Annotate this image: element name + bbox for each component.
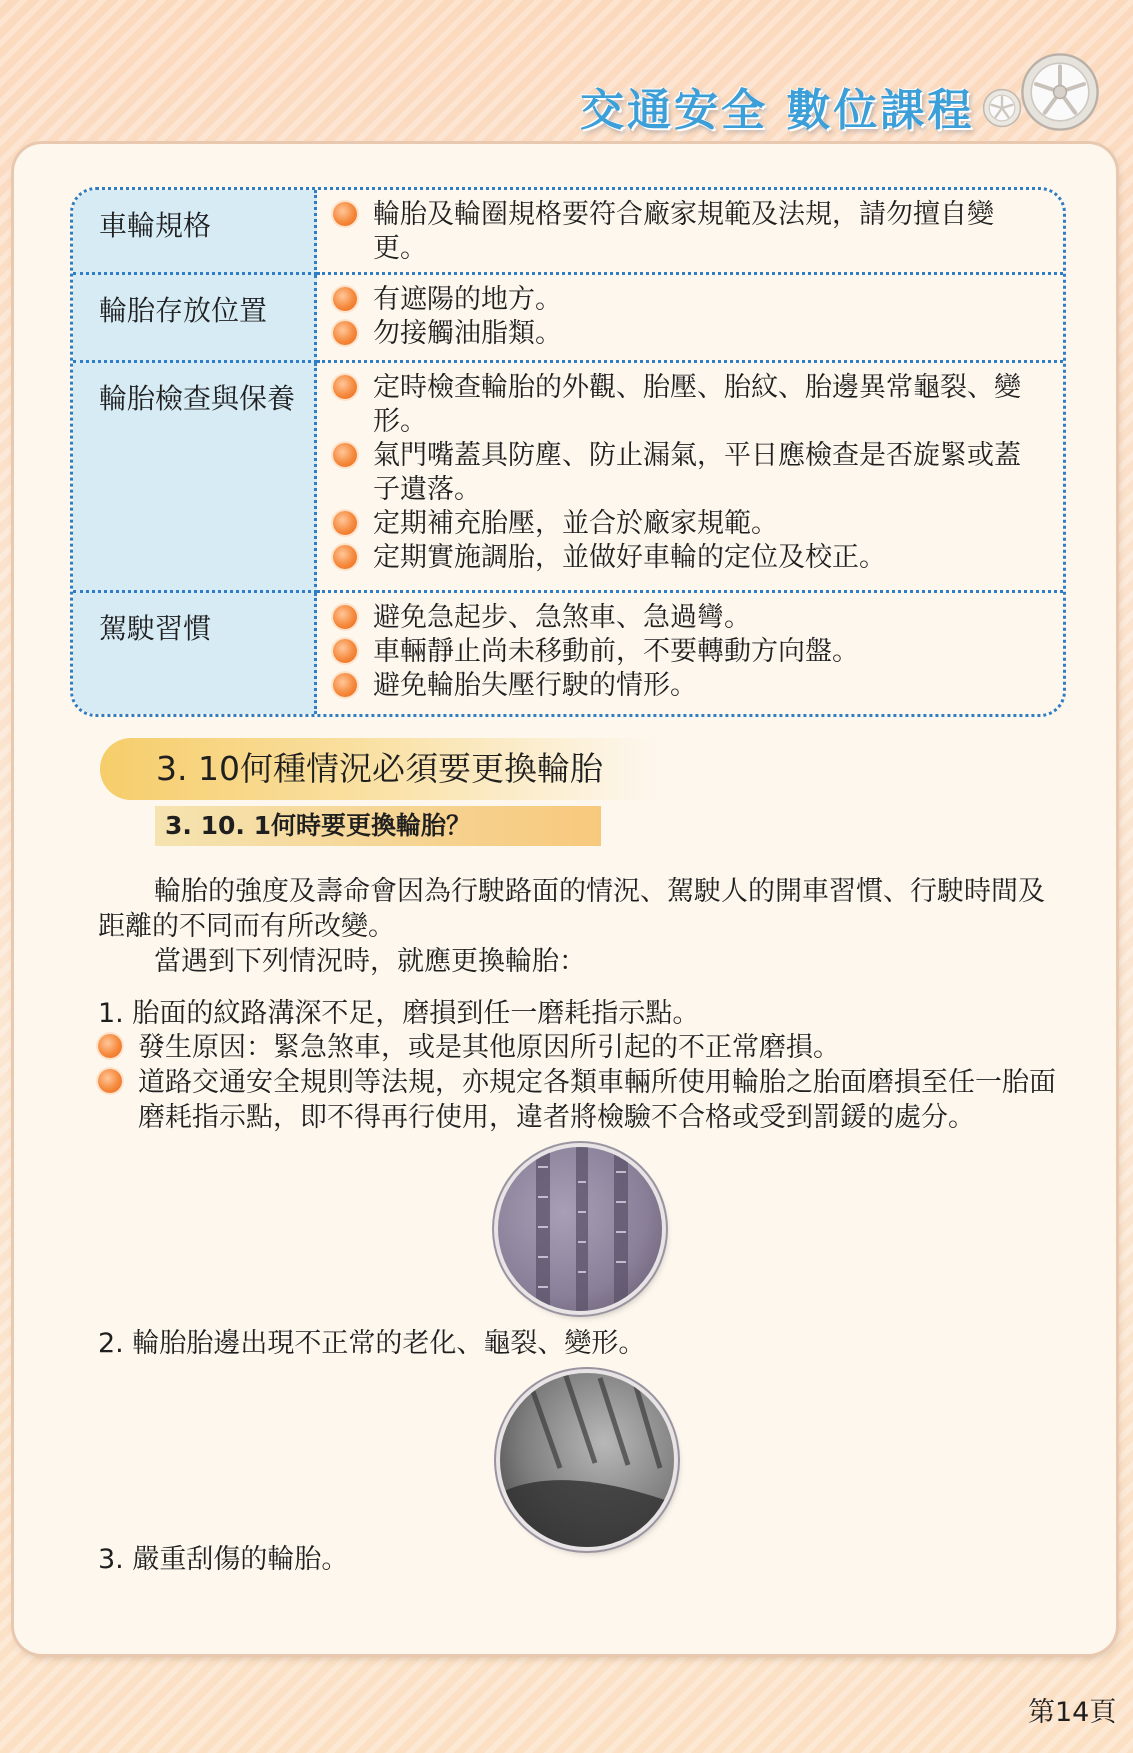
wheel-small-icon — [982, 88, 1022, 128]
bullet-dot-icon — [333, 375, 357, 399]
row-label-inspection: 輪胎檢查與保養 — [73, 363, 317, 593]
row-label-driving-habits: 駕駛習慣 — [73, 593, 317, 714]
row-content-driving-habits — [317, 593, 1063, 714]
bullet-dot-icon — [98, 1069, 122, 1093]
list-item: 定時檢查輪胎的外觀、胎壓、胎紋、胎邊異常龜裂、變形。 — [333, 371, 1047, 439]
list-item: 氣門嘴蓋具防塵、防止漏氣，平日應檢查是否旋緊或蓋子遺落。 — [333, 439, 1047, 507]
sidewall-crack-photo — [500, 1373, 674, 1547]
row-content-storage — [317, 275, 1063, 363]
course-title: 交通安全 數位課程 — [580, 85, 975, 136]
subsection-title: 3. 10. 1何時要更換輪胎？ — [155, 806, 601, 846]
lead-paragraph: 當遇到下列情況時，就應更換輪胎： — [154, 946, 586, 977]
tread-wear-photo — [498, 1147, 662, 1311]
row-content-wheel-spec — [317, 190, 1063, 275]
list-item: 避免輪胎失壓行駛的情形。 — [333, 669, 1047, 703]
tire-care-table — [70, 187, 1066, 717]
bullet-dot-icon — [333, 202, 357, 226]
bullet-dot-icon — [333, 511, 357, 535]
list-item: 有遮陽的地方。 — [333, 283, 1047, 317]
row-label-wheel-spec: 車輪規格 — [73, 190, 317, 275]
bullet-dot-icon — [333, 443, 357, 467]
wheel-icon — [1020, 52, 1100, 132]
list-item: 輪胎及輪圈規格要符合廠家規範及法規，請勿擅自變更。 — [333, 198, 1047, 266]
list-item: 避免急起步、急煞車、急過彎。 — [333, 601, 1047, 635]
bullet-dot-icon — [333, 605, 357, 629]
intro-paragraph: 輪胎的強度及壽命會因為行駛路面的情況、駕駛人的開車習慣、行駛時間及距離的不同而有所改變。 — [98, 876, 1045, 942]
list-item: 發生原因：緊急煞車，或是其他原因所引起的不正常磨損。 — [98, 1030, 1064, 1065]
bullet-dot-icon — [333, 639, 357, 663]
list-item: 定期實施調胎，並做好車輪的定位及校正。 — [333, 541, 1047, 575]
row-label-storage: 輪胎存放位置 — [73, 275, 317, 363]
bullet-dot-icon — [333, 673, 357, 697]
condition-1-details — [98, 1030, 1064, 1135]
list-item: 車輛靜止尚未移動前，不要轉動方向盤。 — [333, 635, 1047, 669]
bullet-dot-icon — [98, 1034, 122, 1058]
replace-condition-3: 3. 嚴重刮傷的輪胎。 — [98, 1544, 349, 1575]
bullet-dot-icon — [333, 321, 357, 345]
bullet-dot-icon — [333, 287, 357, 311]
list-item: 勿接觸油脂類。 — [333, 317, 1047, 351]
page-number: 第14頁 — [1028, 1697, 1117, 1728]
replace-condition-2: 2. 輪胎胎邊出現不正常的老化、龜裂、變形。 — [98, 1328, 646, 1359]
section-title: 3. 10何種情況必須要更換輪胎 — [100, 738, 660, 800]
row-content-inspection — [317, 363, 1063, 593]
list-item: 道路交通安全規則等法規，亦規定各類車輛所使用輪胎之胎面磨損至任一胎面磨耗指示點，即不得再行使用，違者將檢驗不合格或受到罰鍰的處分。 — [98, 1065, 1064, 1135]
list-item: 定期補充胎壓，並合於廠家規範。 — [333, 507, 1047, 541]
bullet-dot-icon — [333, 545, 357, 569]
replace-condition-1: 1. 胎面的紋路溝深不足，磨損到任一磨耗指示點。 — [98, 998, 700, 1029]
